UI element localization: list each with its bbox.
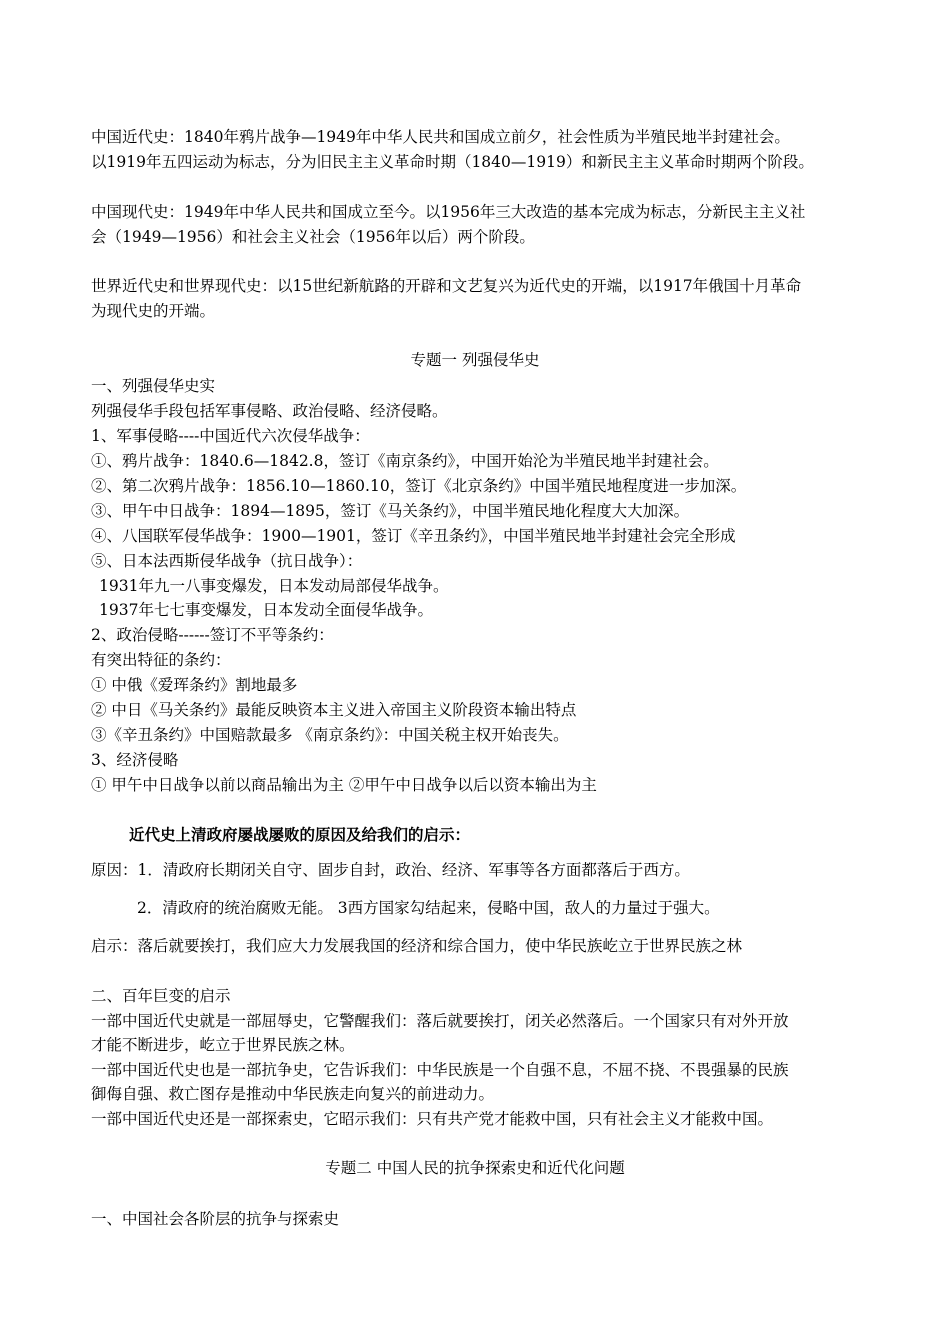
topic1-line: ① 甲午中日战争以前以商品输出为主 ②甲午中日战争以后以资本输出为主 xyxy=(91,776,597,794)
topic1-line: 有突出特征的条约： xyxy=(91,651,231,669)
topic1-line: ③《辛丑条约》中国赔款最多 《南京条约》：中国关税主权开始丧失。 xyxy=(91,726,569,744)
topic2-section1-heading: 一、中国社会各阶层的抗争与探索史 xyxy=(91,1210,340,1228)
intro-modern-china-line-2: 以1919年五四运动为标志，分为旧民主主义革命时期（1840—1919）和新民主主义革命时期两个阶段。 xyxy=(91,153,814,171)
intro-world-history-line-2: 为现代史的开端。 xyxy=(91,302,216,320)
intro-modern-china-line-1: 中国近代史：1840年鸦片战争—1949年中华人民共和国成立前夕，社会性质为半殖民地半封建社会。 xyxy=(91,128,790,146)
section2-line: 一部中国近代史也是一部抗争史，它告诉我们：中华民族是一个自强不息，不屈不挠、不畏强暴的民族 xyxy=(91,1061,789,1079)
topic1-line: 列强侵华手段包括军事侵略、政治侵略、经济侵略。 xyxy=(91,402,448,420)
topic1-line: 一、列强侵华史实 xyxy=(91,377,216,395)
qing-reason-line-2: 2．清政府的统治腐败无能。 3西方国家勾结起来，侵略中国，敌人的力量过于强大。 xyxy=(137,899,720,917)
topic1-line: ① 中俄《爱珲条约》割地最多 xyxy=(91,676,298,694)
intro-world-history-line-1: 世界近代史和世界现代史：以15世纪新航路的开辟和文艺复兴为近代史的开端，以1917年俄国十月革命 xyxy=(91,277,802,295)
section2-line: 御侮自强、救亡图存是推动中华民族走向复兴的前进动力。 xyxy=(91,1085,495,1103)
topic1-line: ⑤、日本法西斯侵华战争（抗日战争）： xyxy=(91,552,363,570)
topic1-line: 1937年七七事变爆发，日本发动全面侵华战争。 xyxy=(99,601,433,619)
topic1-line: 1931年九一八事变爆发，日本发动局部侵华战争。 xyxy=(99,577,449,595)
section2-line: 一部中国近代史还是一部探索史，它昭示我们：只有共产党才能救中国，只有社会主义才能救中国。 xyxy=(91,1110,774,1128)
section2-line: 一部中国近代史就是一部屈辱史，它警醒我们：落后就要挨打，闭关必然落后。一个国家只有对外开放 xyxy=(91,1012,789,1030)
section2-line: 才能不断进步，屹立于世界民族之林。 xyxy=(91,1036,355,1054)
topic2-title: 专题二 中国人民的抗争探索史和近代化问题 xyxy=(325,1159,625,1177)
topic1-title: 专题一 列强侵华史 xyxy=(410,351,540,369)
topic1-line: 1、军事侵略----中国近代六次侵华战争： xyxy=(91,427,370,445)
topic1-line: ①、鸦片战争：1840.6—1842.8，签订《南京条约》，中国开始沦为半殖民地半封建社会。 xyxy=(91,452,719,470)
qing-lesson-line: 启示：落后就要挨打，我们应大力发展我国的经济和综合国力，使中华民族屹立于世界民族之林 xyxy=(91,937,743,955)
intro-contemporary-china-line-1: 中国现代史：1949年中华人民共和国成立至今。以1956年三大改造的基本完成为标志，分新民主主义社 xyxy=(91,203,806,221)
topic1-line: ③、甲午中日战争：1894—1895，签订《马关条约》，中国半殖民地化程度大大加深。 xyxy=(91,502,690,520)
topic1-line: ④、八国联军侵华战争：1900—1901，签订《辛丑条约》，中国半殖民地半封建社会完全形成 xyxy=(91,527,736,545)
section2-heading: 二、百年巨变的启示 xyxy=(91,987,231,1005)
qing-defeat-heading: 近代史上清政府屡战屡败的原因及给我们的启示： xyxy=(129,825,471,844)
qing-reason-line-1: 原因：1．清政府长期闭关自守、固步自封，政治、经济、军事等各方面都落后于西方。 xyxy=(91,861,690,879)
topic1-line: 3、经济侵略 xyxy=(91,751,179,769)
intro-contemporary-china-line-2: 会（1949—1956）和社会主义社会（1956年以后）两个阶段。 xyxy=(91,228,535,246)
topic1-line: ②、第二次鸦片战争：1856.10—1860.10，签订《北京条约》中国半殖民地程度进一步加深。 xyxy=(91,477,747,495)
topic1-line: 2、政治侵略------签订不平等条约： xyxy=(91,626,334,644)
topic1-line: ② 中日《马关条约》最能反映资本主义进入帝国主义阶段资本输出特点 xyxy=(91,701,577,719)
